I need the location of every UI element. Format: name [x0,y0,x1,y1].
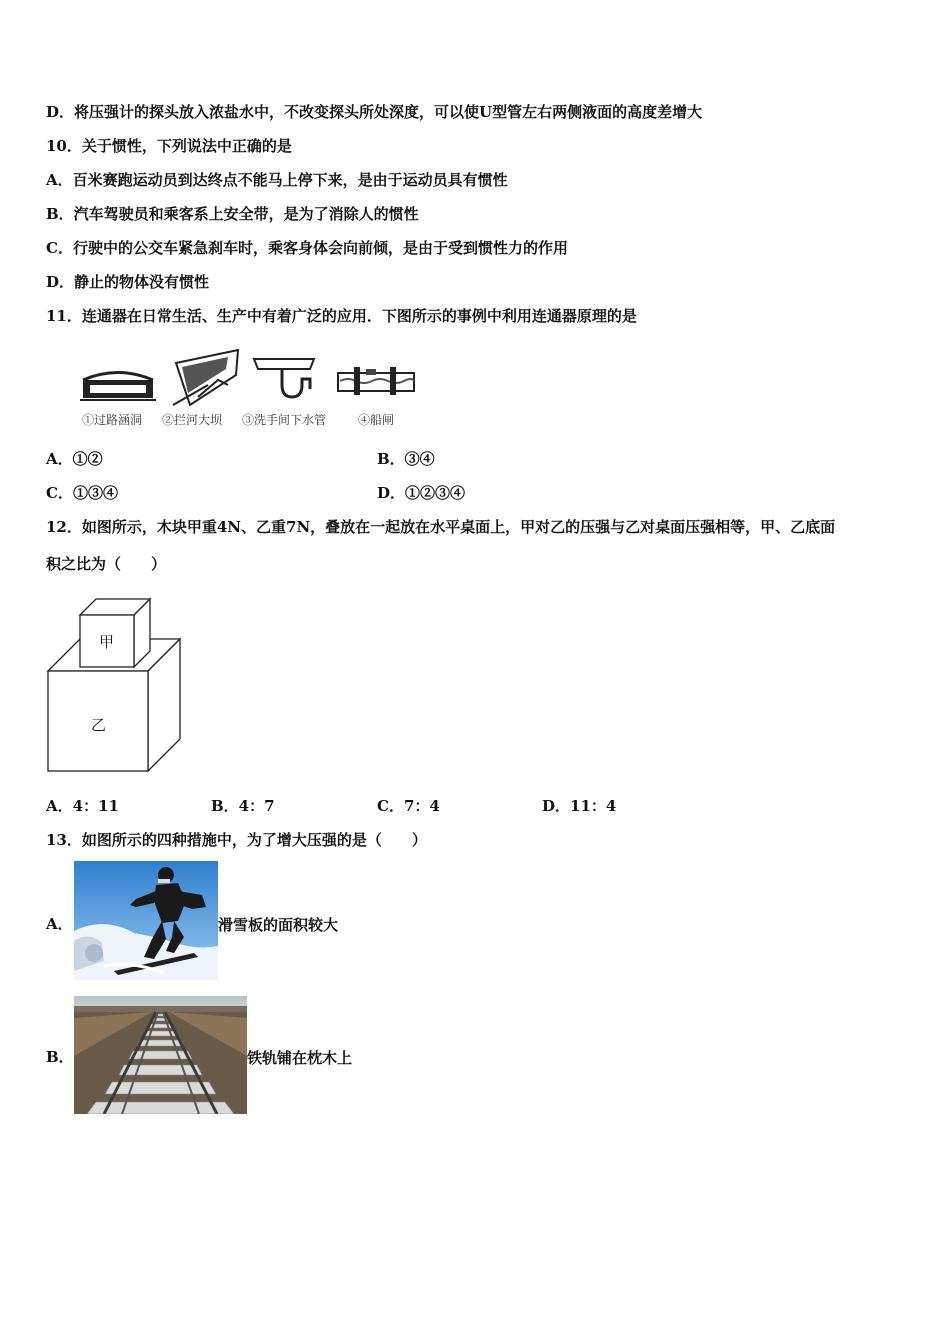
figure-label-lock: ④船闸 [358,413,395,427]
q12-option-b: B．4：7 [211,797,275,815]
q13-option-a-letter: A． [46,915,73,933]
q10-option-d: D．静止的物体没有惯性 [46,273,210,291]
q10-option-b: B．汽车驾驶员和乘客系上安全带，是为了消除人的惯性 [46,205,419,223]
q11-stem: 11．连通器在日常生活、生产中有着广泛的应用．下图所示的事例中利用连通器原理的是 [46,307,637,325]
q11-option-c: C．①③④ [46,484,118,502]
q11-option-a: A．①② [46,450,103,468]
q10-option-c: C．行驶中的公交车紧急刹车时，乘客身体会向前倾，是由于受到惯性力的作用 [46,239,568,257]
q12-option-c: C．7：4 [377,797,440,815]
q11-figure [78,345,423,433]
q12-blocks-figure [46,597,182,775]
figure-label-culvert: ①过路涵洞 [82,413,143,427]
block-jia-label: 甲 [99,633,115,651]
q11-option-d: D．①②③④ [377,484,466,502]
ship-lock-figure [338,367,414,395]
q13-option-b-letter: B． [46,1048,74,1066]
block-yi-label: 乙 [91,716,107,734]
culvert-figure [80,373,156,401]
railway-photo [74,996,247,1114]
block-jia [80,599,150,667]
q11-option-b: B．③④ [377,450,435,468]
snowboarder-photo [74,861,218,980]
q10-option-a: A．百米赛跑运动员到达终点不能马上停下来，是由于运动员具有惯性 [46,171,508,189]
figure-label-dam: ②拦河大坝 [162,413,223,427]
q10-stem: 10．关于惯性，下列说法中正确的是 [46,137,292,155]
q9-option-d: D．将压强计的探头放入浓盐水中，不改变探头所处深度，可以使U型管左右两侧液面的高度差增大 [46,103,703,121]
q12-stem-line1: 12．如图所示，木块甲重4N、乙重7N，叠放在一起放在水平桌面上，甲对乙的压强与乙对桌面压强相等，甲、乙底面 [46,518,836,536]
q13-option-a-caption: 滑雪板的面积较大 [218,916,339,934]
q13-stem: 13．如图所示的四种措施中，为了增大压强的是（ ） [46,831,427,849]
q12-option-a: A．4：11 [46,797,119,815]
figure-label-drain: ③洗手间下水管 [242,413,327,427]
q12-stem-line2: 积之比为（ ） [46,555,167,573]
q12-option-d: D．11：4 [542,797,617,815]
drain-pipe-figure [254,359,314,397]
q13-option-b-caption: 铁轨铺在枕木上 [247,1049,353,1067]
dam-figure [173,350,238,405]
